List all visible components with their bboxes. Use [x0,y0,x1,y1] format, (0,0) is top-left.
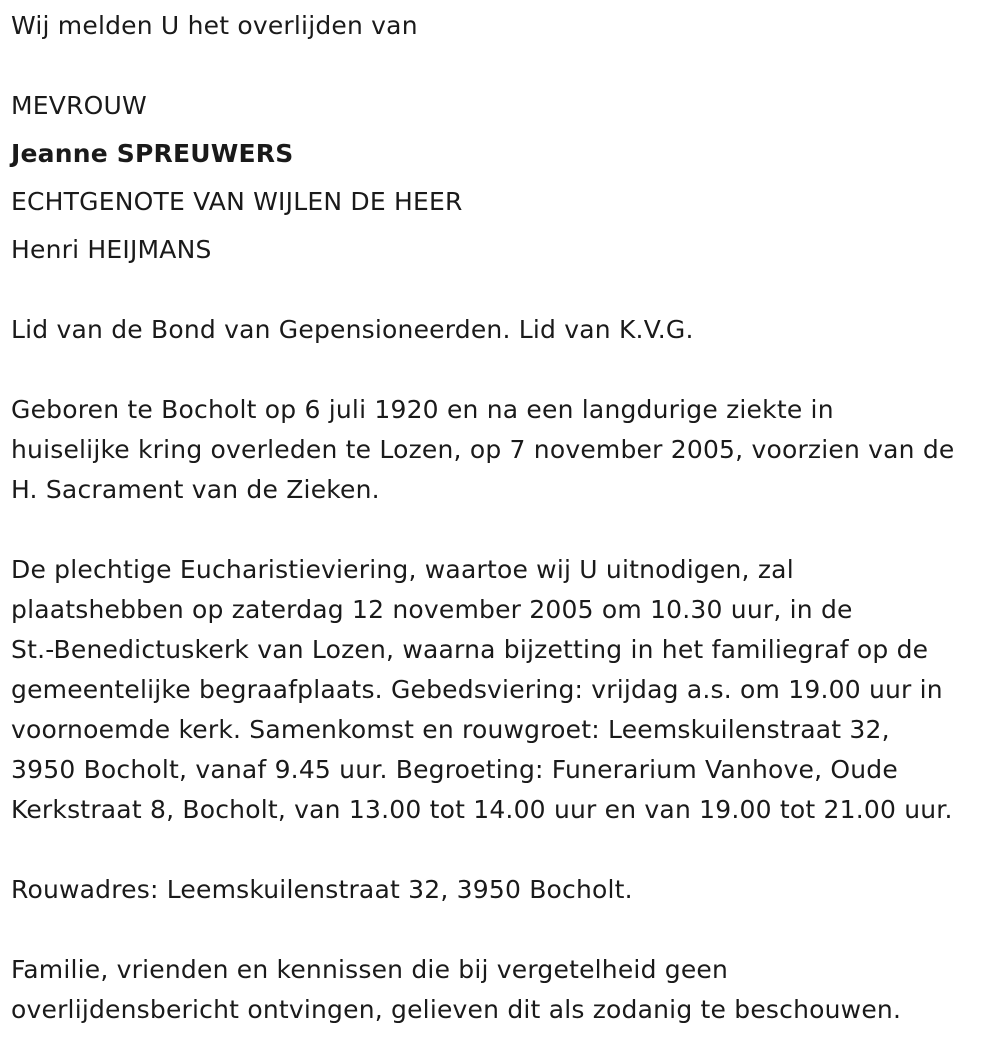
relation-line: ECHTGENOTE VAN WIJLEN DE HEER [11,187,463,216]
address-line: Rouwadres: Leemskuilenstraat 32, 3950 Bocholt. [11,875,633,904]
title-line: MEVROUW [11,91,147,120]
intro-line: Wij melden U het overlijden van [11,11,418,40]
ceremony-line: gemeentelijke begraafplaats. Gebedsviering: vrijdag a.s. om 19.00 uur in [11,675,943,704]
closing-line: Familie, vrienden en kennissen die bij vergetelheid geen [11,955,729,984]
ceremony-line: St.-Benedictuskerk van Lozen, waarna bijzetting in het familiegraf op de [11,635,929,664]
ceremony-line: De plechtige Eucharistieviering, waartoe wij U uitnodigen, zal [11,555,794,584]
ceremony-line: plaatshebben op zaterdag 12 november 2005 om 10.30 uur, in de [11,595,853,624]
ceremony-line: Kerkstraat 8, Bocholt, van 13.00 tot 14.00 uur en van 19.00 tot 21.00 uur. [11,795,953,824]
ceremony-line: 3950 Bocholt, vanaf 9.45 uur. Begroeting: Funerarium Vanhove, Oude [11,755,898,784]
birth-death-line: Geboren te Bocholt op 6 juli 1920 en na een langdurige ziekte in [11,395,834,424]
closing-line: overlijdensbericht ontvingen, gelieven dit als zodanig te beschouwen. [11,995,902,1024]
membership-line: Lid van de Bond van Gepensioneerden. Lid van K.V.G. [11,315,694,344]
ceremony-line: voornoemde kerk. Samenkomst en rouwgroet: Leemskuilenstraat 32, [11,715,890,744]
deceased-name: Jeanne SPREUWERS [11,139,294,168]
spouse-name: Henri HEIJMANS [11,235,212,264]
birth-death-line: H. Sacrament van de Zieken. [11,475,380,504]
birth-death-line: huiselijke kring overleden te Lozen, op 7 november 2005, voorzien van de [11,435,955,464]
